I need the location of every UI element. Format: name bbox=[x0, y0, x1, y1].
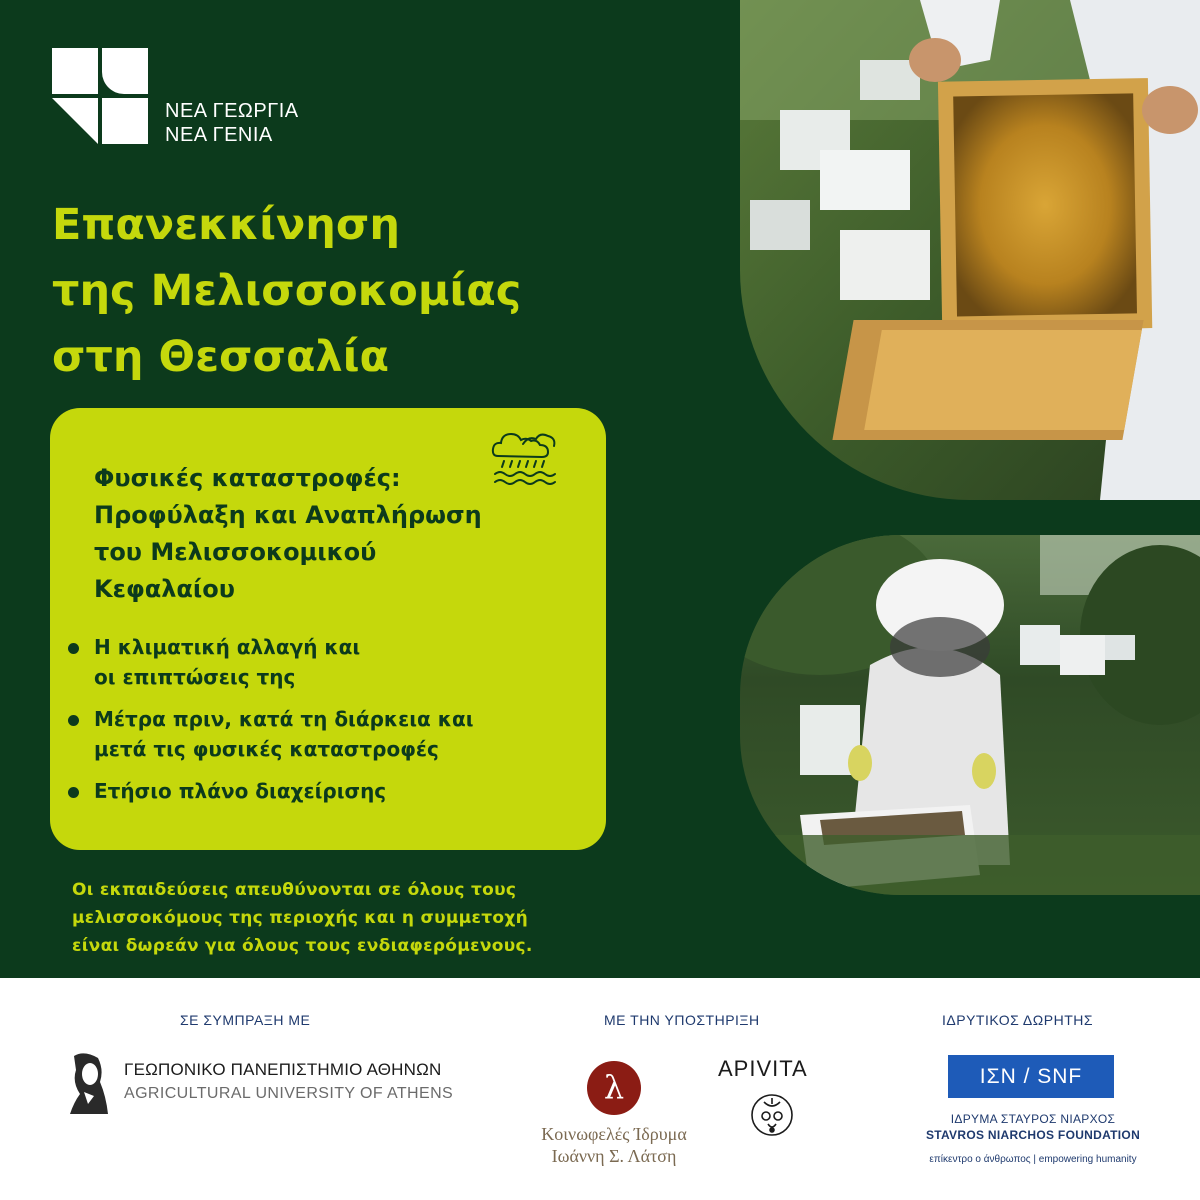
apivita-logo: APIVITA bbox=[718, 1056, 808, 1081]
latsis-mark-letter: λ bbox=[603, 1068, 625, 1106]
brand-name bbox=[165, 99, 299, 147]
list-item-line: Μέτρα πριν, κατά τη διάρκεια και bbox=[94, 707, 474, 731]
list-item-line: οι επιπτώσεις της bbox=[94, 665, 296, 689]
list-item bbox=[68, 632, 588, 692]
page-title bbox=[52, 192, 672, 390]
brand-line-1: ΝΕΑ ΓΕΩΡΓΙΑ bbox=[165, 100, 299, 122]
latsis-logo-icon bbox=[586, 1060, 642, 1116]
title-line-2: της Μελισσοκομίας bbox=[52, 266, 522, 316]
apivita-emblem-icon bbox=[746, 1090, 798, 1138]
snf-tagline: επίκεντρο ο άνθρωπος | empowering humanity bbox=[929, 1154, 1137, 1165]
snf-logo: ΙΣΝ / SNF bbox=[948, 1055, 1114, 1098]
latsis-name-line-1: Κοινωφελές Ίδρυμα bbox=[541, 1124, 687, 1144]
card-title-line-3: του Μελισσοκομικού bbox=[94, 538, 377, 566]
aua-english-name: AGRICULTURAL UNIVERSITY OF ATHENS bbox=[124, 1085, 454, 1102]
brand-line-2: ΝΕΑ ΓΕΝΙΑ bbox=[165, 124, 273, 146]
card-title-line-1: Φυσικές καταστροφές: bbox=[94, 464, 401, 492]
nea-georgia-logo bbox=[52, 48, 148, 144]
note-line-3: είναι δωρεάν για όλους τους ενδιαφερόμενους. bbox=[72, 936, 533, 956]
list-item-line: Η κλιματική αλλαγή και bbox=[94, 635, 361, 659]
list-item bbox=[68, 776, 588, 806]
title-line-1: Επανεκκίνηση bbox=[52, 200, 401, 250]
latsis-name-line-2: Ιωάννη Σ. Λάτση bbox=[551, 1146, 677, 1166]
snf-greek-name: ΙΔΡΥΜΑ ΣΤΑΥΡΟΣ ΝΙΑΡΧΟΣ bbox=[950, 1112, 1116, 1126]
snf-english-name: STAVROS NIARCHOS FOUNDATION bbox=[925, 1128, 1141, 1142]
partner-label: ΣΕ ΣΥΜΠΡΑΞΗ ΜΕ bbox=[180, 1012, 311, 1028]
list-item bbox=[68, 704, 588, 764]
card-title-line-4: Κεφαλαίου bbox=[94, 575, 235, 603]
card-title-line-2: Προφύλαξη και Αναπλήρωση bbox=[94, 501, 482, 529]
note-line-1: Οι εκπαιδεύσεις απευθύνονται σε όλους τους bbox=[72, 880, 517, 900]
aua-logo-icon bbox=[64, 1052, 114, 1118]
title-line-3: στη Θεσσαλία bbox=[52, 332, 390, 382]
donor-label: ΙΔΡΥΤΙΚΟΣ ΔΩΡΗΤΗΣ bbox=[942, 1012, 1094, 1028]
support-label: ΜΕ ΤΗΝ ΥΠΟΣΤΗΡΙΞΗ bbox=[604, 1012, 760, 1028]
topic-list bbox=[68, 632, 588, 818]
participation-note bbox=[72, 876, 632, 960]
list-item-line: Ετήσιο πλάνο διαχείρισης bbox=[94, 779, 387, 803]
aua-greek-name: ΓΕΩΠΟΝΙΚΟ ΠΑΝΕΠΙΣΤΗΜΙΟ ΑΘΗΝΩΝ bbox=[124, 1060, 442, 1079]
sponsors-footer bbox=[0, 978, 1200, 1200]
card-title bbox=[94, 460, 594, 608]
beekeeper-photo bbox=[740, 535, 1200, 895]
honeycomb-frame-photo bbox=[740, 0, 1200, 500]
list-item-line: μετά τις φυσικές καταστροφές bbox=[94, 737, 439, 761]
topic-card bbox=[50, 408, 606, 850]
note-line-2: μελισσοκόμους της περιοχής και η συμμετοχή bbox=[72, 908, 529, 928]
